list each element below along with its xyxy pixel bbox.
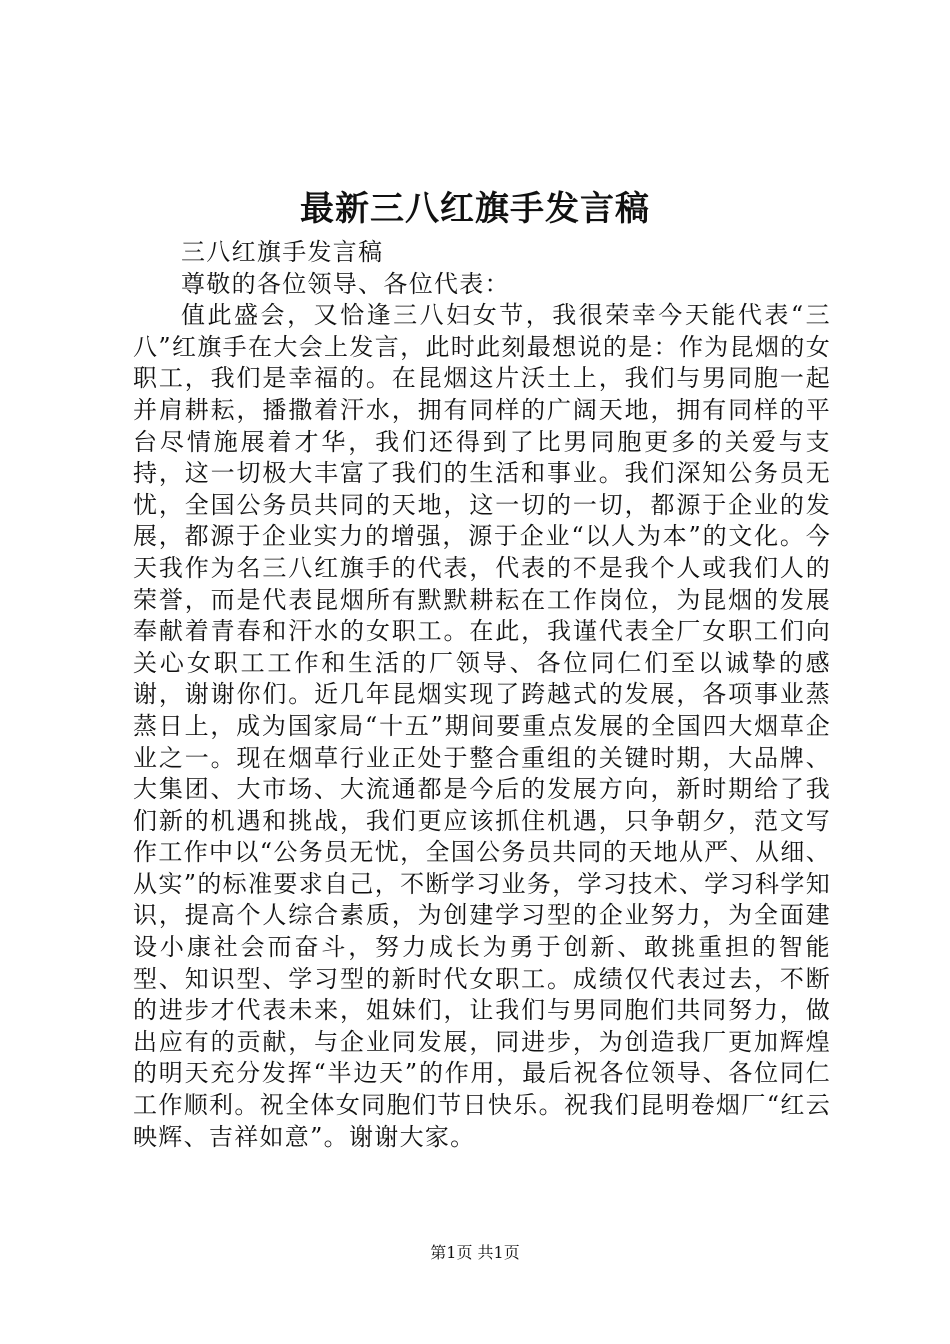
paragraph-salutation: 尊敬的各位领导、各位代表： [181, 269, 510, 298]
document-title: 最新三八红旗手发言稿 [300, 189, 650, 229]
page-footer: 第1页 共1页 [430, 1243, 520, 1262]
paragraph-subtitle: 三八红旗手发言稿 [181, 238, 384, 266]
paragraph-main: 值此盛会，又恰逢三八妇女节，我很荣幸今天能代表“三八”红旗手在大会上发言，此时此刻最想说的是：作为昆烟的女职工，我们是幸福的。在昆烟这片沃土上，我们与男同胞一起并肩耕耘，播撒着汗水，拥有同样的广阔天地，拥有同样的平台尽情施展着才华，我们还得到了比男同胞更多的关爱与支持，这一切极大丰富了我们的生活和事业。我们深知公务员无忧，全国公务员共同的天地，这一切的一切，都源于企业的发展，都源于企业实力的增强，源于企业“以人为本”的文化。今天我作为名三八红旗手的代表，代表的不是我个人或我们人的荣誉，而是代表昆烟所有默默耕耘在工作岗位，为昆烟的发展奉献着青春和汗水的女职工。在此，我谨代表全厂女职工们向关心女职工工作和生活的厂领导、各位同仁们至以诚挚的感谢，谢谢你们。近几年昆烟实现了跨越式的发展，各项事业蒸蒸日上，成为国家局“十五”期间要重点发展的全国四大烟草企业之一。现在烟草行业正处于整合重组的关键时期，大品牌、大集团、大市场、大流通都是今后的发展方向，新时期给了我们新的机遇和挑战，我们更应该抓住机遇，只争朝夕，范文写作工作中以“公务员无忧，全国公务员共同的天地从严、从细、从实”的标准要求自己，不断学习业务，学习技术、学习科学知识，提高个人综合素质，为创建学习型的企业努力，为全面建设小康社会而奋斗，努力成长为勇于创新、敢挑重担的智能型、知识型、学习型的新时代女职工。成绩仅代表过去，不断的进步才代表未来，姐妹们，让我们与男同胞们共同努力，做出应有的贡献，与企业同发展，同进步，为创造我厂更加辉煌的明天充分发挥“半边天”的作用，最后祝各位领导、各位同仁工作顺利。祝全体女同胞们节日快乐。祝我们昆明卷烟厂“红云映辉、吉祥如意”。谢谢大家。 [133, 301, 831, 1151]
document-body [133, 237, 831, 1153]
